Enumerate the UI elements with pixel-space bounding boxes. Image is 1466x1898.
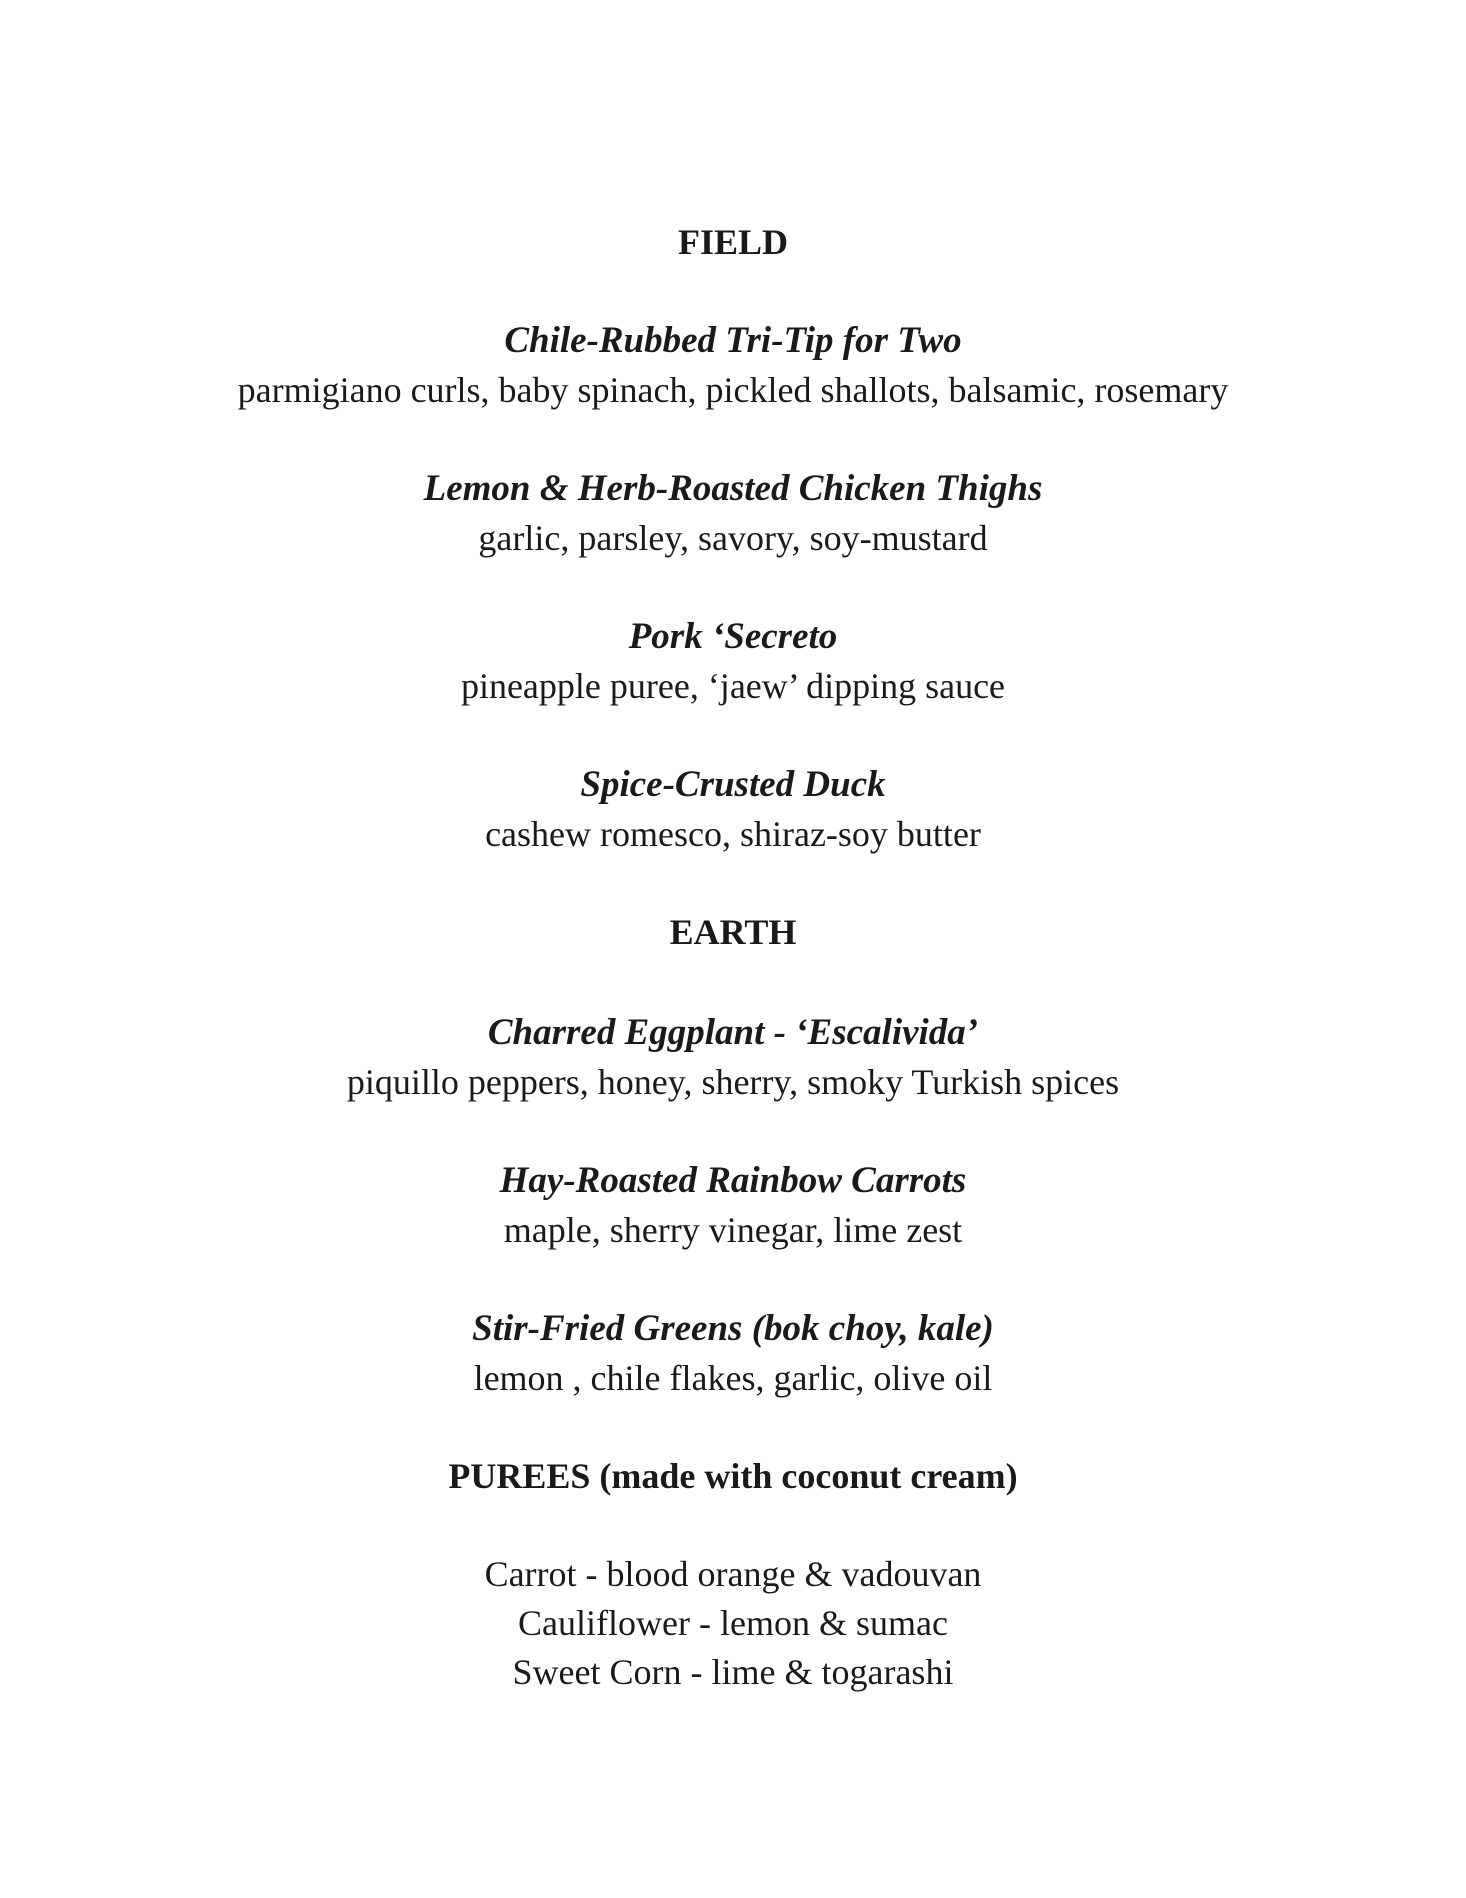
dish-name: Hay-Roasted Rainbow Carrots bbox=[499, 1160, 967, 1201]
dish-description: lemon , chile flakes, garlic, olive oil bbox=[473, 1358, 993, 1398]
dish-name: Pork ‘Secreto bbox=[628, 616, 838, 657]
dish-description: cashew romesco, shiraz-soy butter bbox=[485, 814, 981, 854]
puree-item: Cauliflower - lemon & sumac bbox=[518, 1603, 948, 1643]
dish-description: pineapple puree, ‘jaew’ dipping sauce bbox=[460, 666, 1006, 706]
dish-name: Lemon & Herb-Roasted Chicken Thighs bbox=[423, 468, 1043, 509]
section-heading-field: FIELD bbox=[677, 222, 789, 262]
section-heading-purees: PUREES (made with coconut cream) bbox=[448, 1456, 1018, 1496]
dish-description: maple, sherry vinegar, lime zest bbox=[503, 1210, 963, 1250]
dish-name: Stir-Fried Greens (bok choy, kale) bbox=[472, 1308, 994, 1349]
dish-name: Spice-Crusted Duck bbox=[580, 764, 886, 805]
dish-description: piquillo peppers, honey, sherry, smoky Turkish spices bbox=[346, 1062, 1120, 1102]
dish-name: Charred Eggplant - ‘Escalivida’ bbox=[487, 1012, 979, 1053]
section-heading-earth: EARTH bbox=[669, 912, 797, 952]
puree-item: Sweet Corn - lime & togarashi bbox=[512, 1652, 954, 1692]
dish-name: Chile-Rubbed Tri-Tip for Two bbox=[504, 320, 962, 361]
puree-item: Carrot - blood orange & vadouvan bbox=[484, 1554, 982, 1594]
dish-description: parmigiano curls, baby spinach, pickled shallots, balsamic, rosemary bbox=[237, 370, 1229, 410]
dish-description: garlic, parsley, savory, soy-mustard bbox=[478, 518, 988, 558]
